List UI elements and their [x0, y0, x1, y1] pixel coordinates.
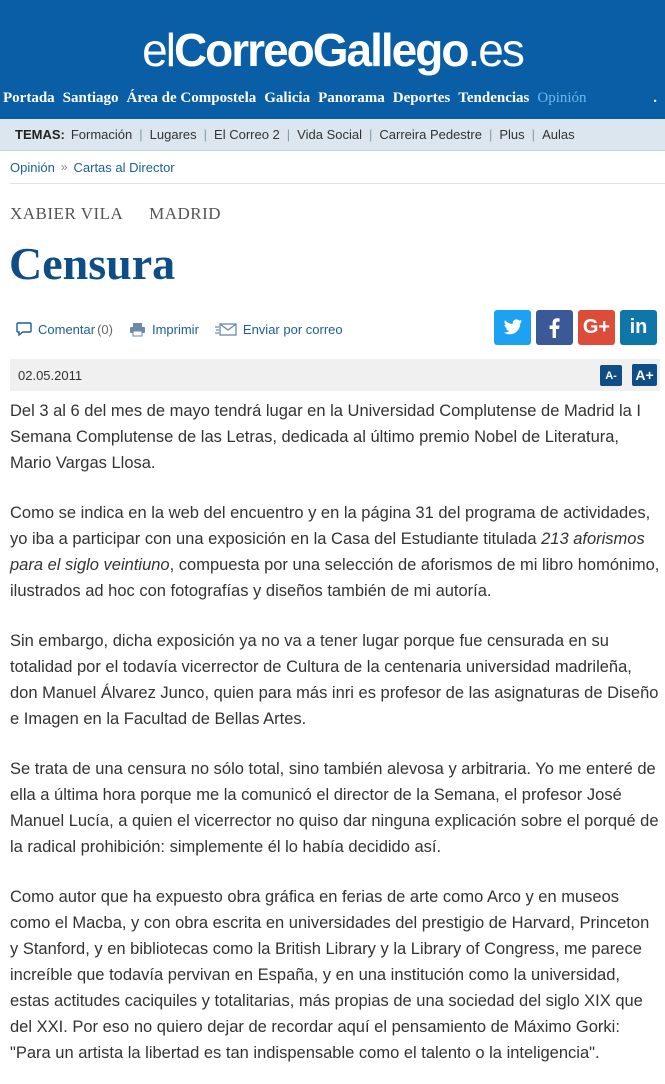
email-button[interactable] — [215, 322, 343, 337]
social-share — [489, 310, 657, 345]
linkedin-icon: in — [629, 316, 648, 338]
twitter-icon — [503, 319, 523, 336]
logo-part-el: el — [142, 24, 174, 76]
nav-item-santiago[interactable]: Santiago — [62, 89, 119, 106]
article-location: MADRID — [149, 204, 222, 223]
temas-divider: | — [139, 127, 143, 142]
article-paragraph: Del 3 al 6 del mes de mayo tendrá lugar en la Universidad Complutense de Madrid la I Semana Complutense de las Letras, dedicada al último premio Nobel de Literatura, Mario Vargas Llosa. — [10, 402, 642, 472]
article-paragraph: Sin embargo, dicha exposición ya no va a tener lugar porque fue censurada en su totalidad por el todavía vicerrector de Cultura de la centenaria universidad madrileña, don Manuel Álvarez Junco, quien para más inri es profesor de las asignaturas de Diseño e Imagen en la Facultad de Bellas Artes. — [10, 632, 659, 728]
email-icon — [215, 322, 237, 337]
temas-divider: | — [203, 127, 208, 142]
temas-item-el-correo-2[interactable]: El Correo 2 — [214, 127, 280, 142]
article-paragraph: Se trata de una censura no sólo total, sino también alevosa y arbitraria. Yo me enteré de ella a última hora porque me la comunicó el director de la Semana, el profesor José Manuel Lucía, a quien el vicerrector no quiso dar ninguna explicación sobre el porqué de la radical prohibición: simplemente él lo había decidido así. — [10, 760, 659, 856]
nav-more[interactable]: . — [653, 89, 657, 106]
article-author: XABIER VILA — [10, 204, 123, 223]
temas-item-lugares[interactable]: Lugares — [149, 127, 197, 142]
breadcrumb — [10, 151, 665, 184]
print-button[interactable] — [129, 322, 199, 337]
breadcrumb-opinion[interactable]: Opinión — [10, 159, 55, 175]
logo-part-domain: .es — [467, 24, 523, 76]
article-title: Censura — [9, 238, 176, 289]
facebook-icon — [549, 318, 560, 338]
article-paragraph: Como autor que ha expuesto obra gráfica en ferias de arte como Arco y en museos como el Macba, y con obra escrita en universidades del prestigio de Harvard, Princeton y Stanford, y en bibliotecas como la British Library y la Library of Congress, me parece increíble que todavía pervivan en España, y en una institución como la universidad, estas actitudes caciquiles y totalitarias, más propias de una sociedad del siglo XIX que del XXI. Por eso no quiero dejar de recordar aquí el pensamiento de Máximo Gorki: "Para un artista la libertad es tan indispensable como el talento o la inteligencia". — [10, 888, 650, 1062]
temas-bar — [0, 119, 665, 151]
font-larger-button[interactable]: A+ — [632, 364, 657, 386]
article-byline — [10, 204, 665, 224]
temas-label: TEMAS: — [15, 127, 65, 142]
font-smaller-button[interactable]: A- — [600, 365, 622, 386]
temas-divider: | — [531, 127, 536, 142]
temas-item-plus[interactable]: Plus — [499, 127, 525, 142]
facebook-share-button[interactable] — [536, 310, 573, 345]
nav-item-deportes[interactable]: Deportes — [392, 89, 451, 106]
temas-divider: | — [368, 127, 373, 142]
paragraph-text: , compuesta por una selección de aforismos de mi libro homónimo, ilustrados ad hoc con fotografías y diseños también de mi autoría. — [10, 556, 660, 600]
nav-item-panorama[interactable]: Panorama — [318, 89, 385, 106]
nav-item-tendencias[interactable]: Tendencias — [458, 89, 530, 106]
nav-item-opinion[interactable]: Opinión — [537, 89, 587, 106]
site-header — [0, 0, 665, 119]
nav-item-area-compostela[interactable]: Área de Compostela — [126, 89, 257, 106]
temas-item-vida-social[interactable]: Vida Social — [297, 127, 362, 142]
article-paragraph — [10, 500, 660, 604]
nav-item-galicia[interactable]: Galicia — [264, 89, 311, 106]
nav-item-portada[interactable]: Portada — [3, 89, 55, 106]
paragraph-text: Como se indica en la web del encuentro y en la página 31 del programa de actividades, yo iba a participar con una exposición en la Casa del Estudiante titulada — [10, 504, 651, 548]
print-label: Imprimir — [151, 321, 199, 337]
comment-label: Comentar — [38, 321, 96, 337]
temas-divider: | — [286, 127, 291, 142]
twitter-share-button[interactable] — [494, 310, 531, 345]
google-plus-share-button[interactable] — [578, 310, 615, 345]
email-label: Enviar por correo — [242, 321, 343, 337]
printer-icon — [129, 322, 146, 337]
comment-count: (0) — [97, 321, 113, 337]
date-bar — [10, 359, 660, 391]
google-plus-icon: G+ — [582, 316, 611, 338]
site-logo[interactable] — [0, 22, 665, 78]
temas-divider: | — [488, 127, 493, 142]
comment-button[interactable] — [16, 322, 113, 337]
article-date: 02.05.2011 — [18, 367, 83, 383]
temas-item-carreira-pedestre[interactable]: Carreira Pedestre — [379, 127, 482, 142]
main-nav — [0, 86, 665, 110]
temas-item-aulas[interactable]: Aulas — [542, 127, 575, 142]
linkedin-share-button[interactable] — [620, 310, 657, 345]
breadcrumb-cartas-director[interactable]: Cartas al Director — [73, 159, 175, 175]
comment-icon — [16, 322, 32, 337]
book-title: 213 aforismos para el siglo veintiuno — [10, 530, 645, 574]
article-actions — [0, 310, 665, 348]
breadcrumb-separator: » — [60, 160, 68, 174]
logo-part-name: CorreoGallego — [173, 24, 468, 76]
article-body — [10, 398, 660, 1066]
temas-item-formacion[interactable]: Formación — [70, 127, 133, 142]
